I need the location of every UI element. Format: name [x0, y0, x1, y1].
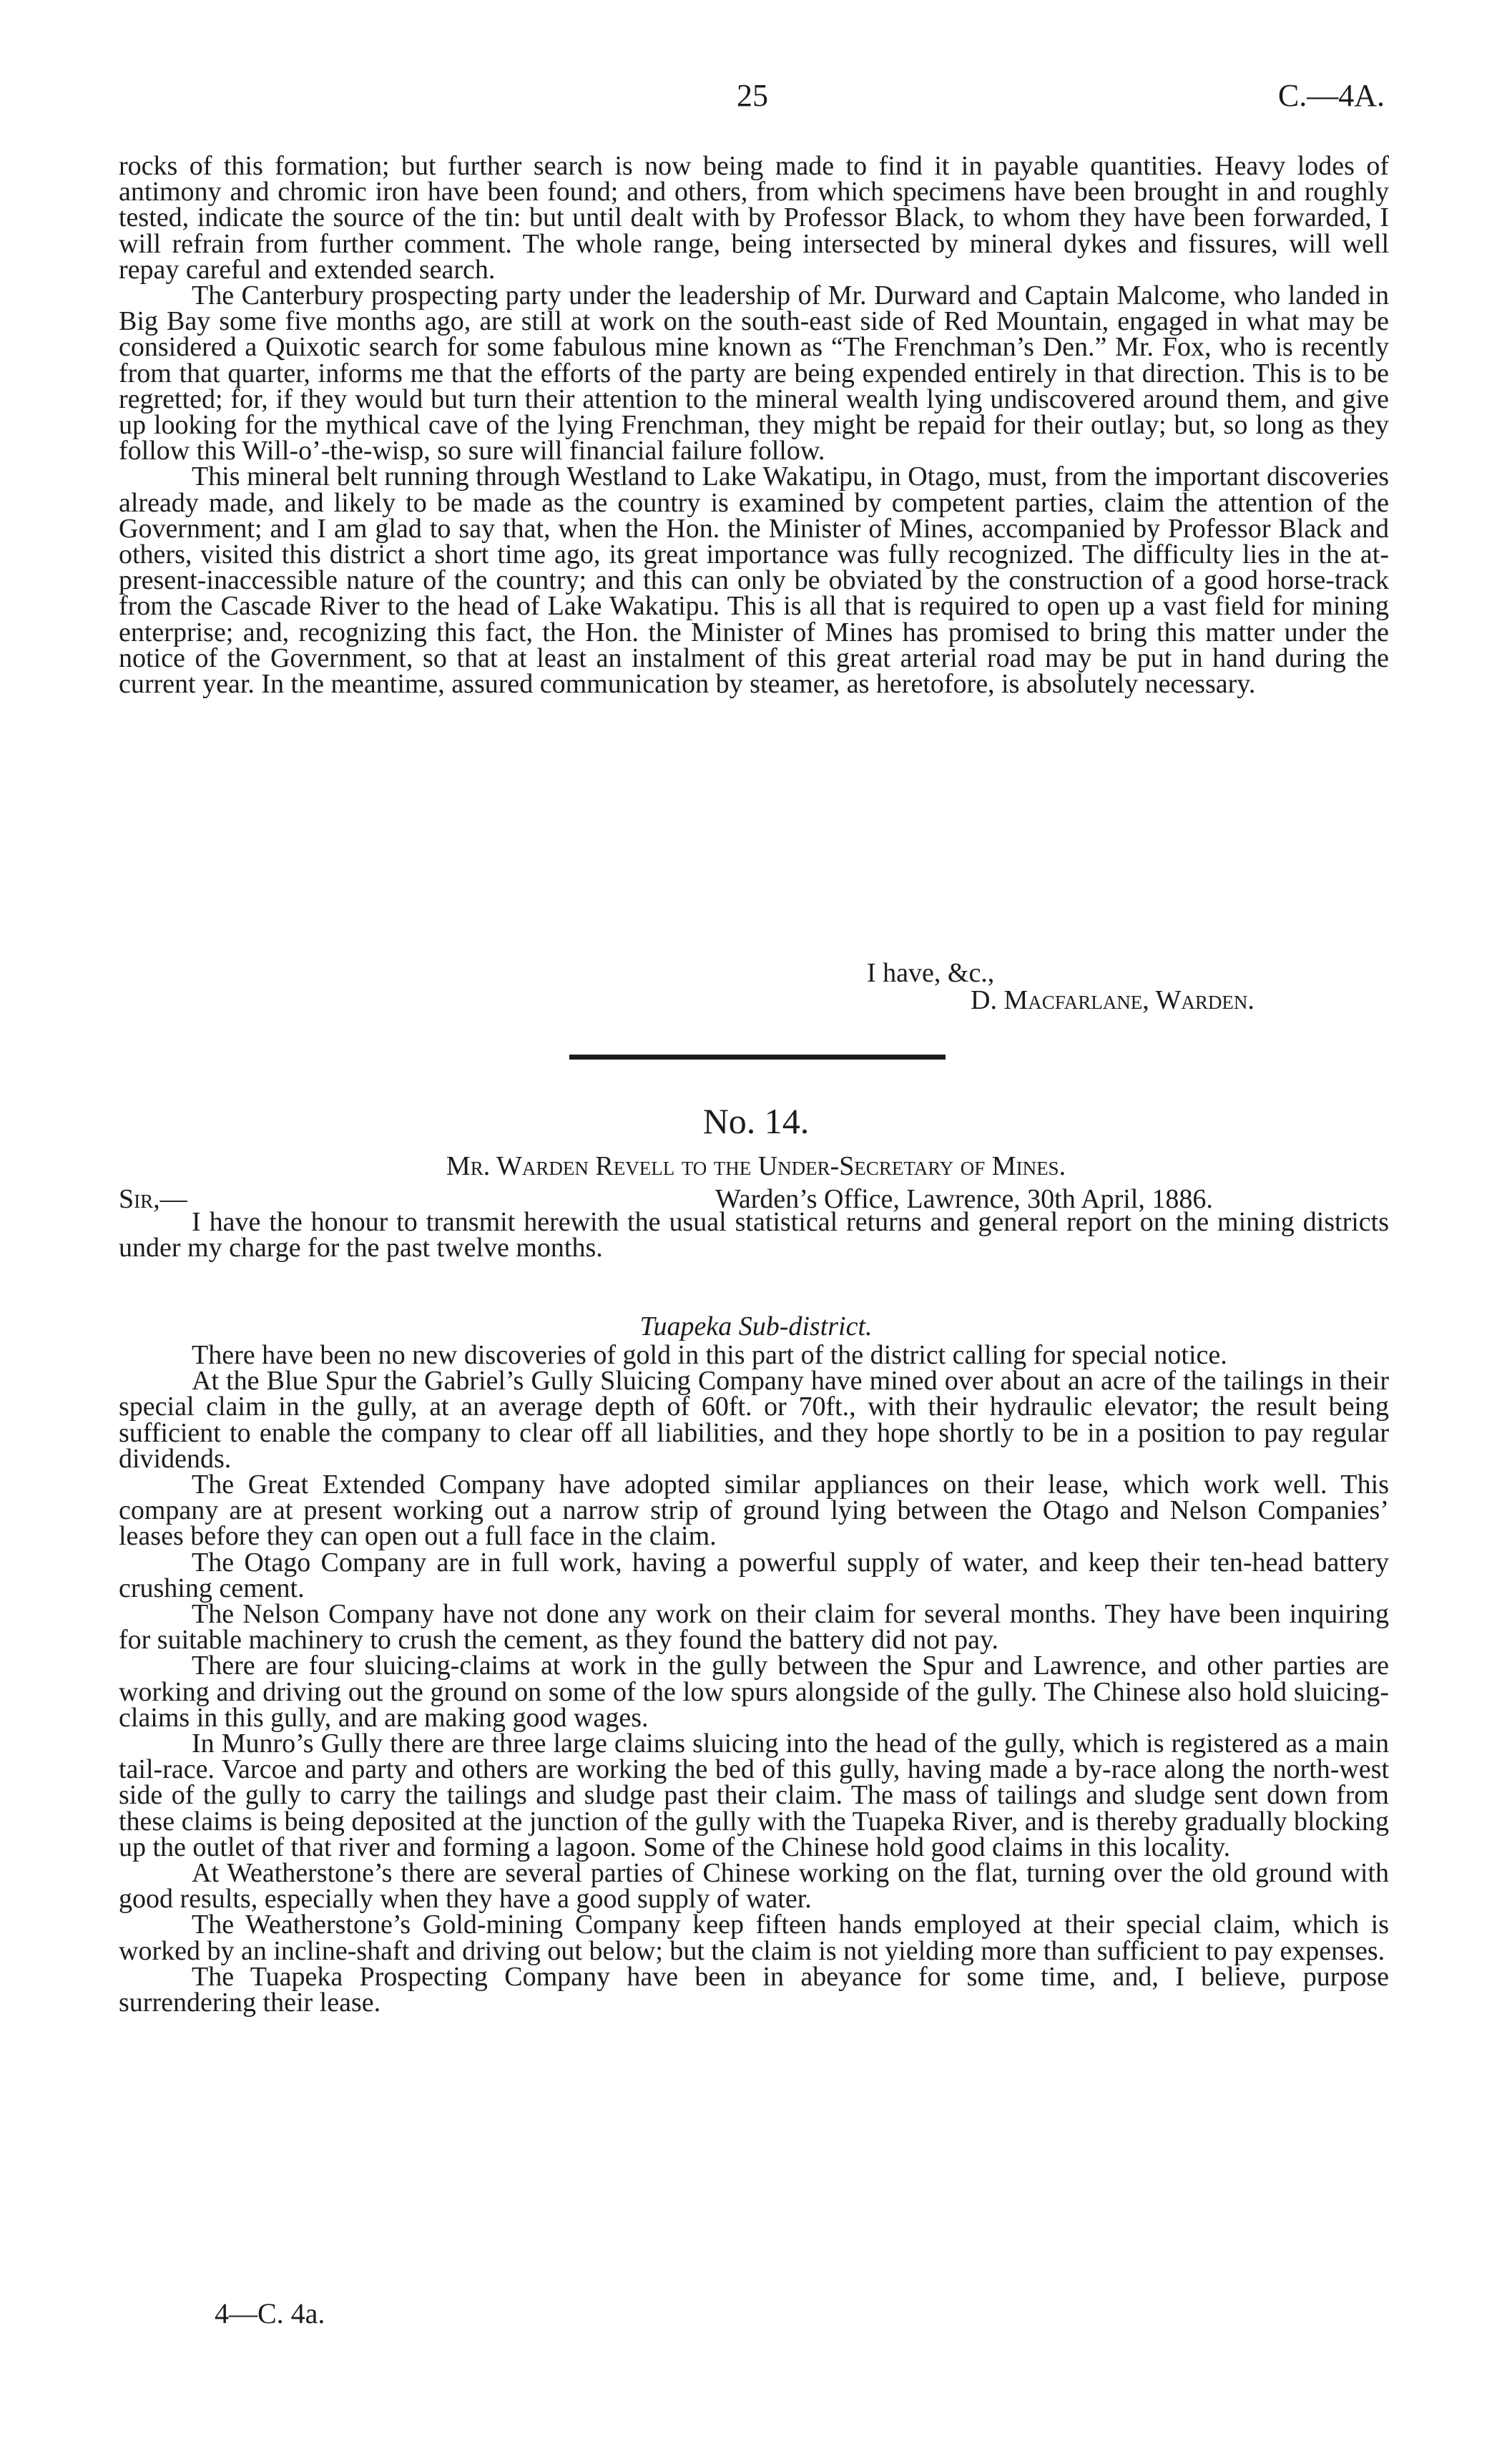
tuapeka-report-body: [119, 1340, 1389, 2018]
paragraph: I have the honour to transmit herewith the usual statistical returns and general report on the mining districts under my charge for the past twelve months.: [119, 1207, 1389, 1263]
paragraph: The Otago Company are in full work, having a powerful supply of water, and keep their ten-head battery crushing cement.: [119, 1547, 1389, 1603]
salutation: Sir,—: [119, 1184, 187, 1214]
letter-title: Mr. Warden Revell to the Under-Secretary of Mines.: [446, 1151, 1066, 1181]
paragraph: At Weatherstone’s there are several parties of Chinese working on the flat, turning over the old ground with good results, especially when they have a good supply of water.: [119, 1858, 1389, 1915]
paragraph: The Weatherstone’s Gold-mining Company keep fifteen hands employed at their special claim, which is worked by an incline-shaft and driving out below; but the claim is not yielding more than sufficient to pay expenses.: [119, 1910, 1389, 1966]
paragraph: rocks of this formation; but further search is now being made to find it in payable quantities. Heavy lodes of antimony and chromic iron have been found; and others, from which specimens have been brought in and roughly tested, indicate the source of the tin: but until dealt with by Professor Black, to whom they have been forwarded, I will refrain from further comment. The whole range, being intersected by mineral dykes and fissures, will well repay careful and extended search.: [119, 151, 1389, 285]
subheading: Tuapeka Sub-district.: [639, 1311, 873, 1341]
signature: D. Macfarlane, Warden.: [971, 985, 1255, 1015]
paragraph: The Canterbury prospecting party under the leadership of Mr. Durward and Captain Malcome, who landed in Big Bay some five months ago, are still at work on the south-east side of Red Mountain, engaged in what may be considered a Quixotic search for some fabulous mine known as “The Frenchman’s Den.” Mr. Fox, who is recently from that quarter, informs me that the efforts of the party are being expended entirely in that direction. This is to be regretted; for, if they would but turn their attention to the mineral wealth lying undiscovered around them, and give up looking for the mythical cave of the lying Frenchman, they might be repaid for their outlay; but, so long as they follow this Will-o’-the-wisp, so sure will financial failure follow.: [119, 280, 1389, 466]
paragraph: This mineral belt running through Westland to Lake Wakatipu, in Otago, must, from the important discoveries already made, and likely to be made as the country is examined by competent parties, claim the attention of the Government; and I am glad to say that, when the Hon. the Minister of Mines, accompanied by Professor Black and others, visited this district a short time ago, its great importance was fully recognized. The difficulty lies in the at-present-inaccessible nature of the country; and this can only be obviated by the construction of a good horse-track from the Cascade River to the head of Lake Wakatipu. This is all that is required to open up a vast field for mining enterprise; and, recognizing this fact, the Hon. the Minister of Mines has promised to bring this matter under the notice of the Government, so that at least an instalment of this great arterial road may be put in hand during the current year. In the meantime, assured communication by steamer, as heretofore, is absolutely necessary.: [119, 461, 1389, 700]
dateline: Warden’s Office, Lawrence, 30th April, 1886.: [715, 1184, 1213, 1214]
printer-signature-mark: 4—C. 4a.: [215, 2297, 325, 2330]
paragraph: There have been no new discoveries of gold in this part of the district calling for special notice.: [192, 1340, 1227, 1370]
page-header: [0, 77, 1512, 120]
page-number: 25: [737, 78, 768, 113]
paragraph: The Great Extended Company have adopted similar appliances on their lease, which work well. This company are at present working out a narrow strip of ground lying between the Otago and Nelson Companies’ leases before they can open out a full face in the claim.: [119, 1470, 1389, 1552]
document-reference: C.—4A.: [1277, 78, 1385, 113]
warden-report-continuation: [119, 151, 1389, 700]
paragraph: The Tuapeka Prospecting Company have been in abeyance for some time, and, I believe, purpose surrendering their lease.: [119, 1961, 1389, 2018]
section-divider: [569, 1055, 946, 1060]
letter-number: No. 14.: [702, 1101, 810, 1141]
letter-intro: [119, 1209, 1389, 1261]
paragraph: At the Blue Spur the Gabriel’s Gully Sluicing Company have mined over about an acre of the tailings in their special claim in the gully, at an average depth of 60ft. or 70ft., with their hydraulic elevator; the result being sufficient to enable the company to clear off all liabilities, and they hope shortly to be in a position to pay regular dividends.: [119, 1366, 1389, 1474]
paragraph: In Munro’s Gully there are three large claims sluicing into the head of the gully, which is registered as a main tail-race. Varcoe and party and others are working the bed of this gully, having made a by-race along the north-west side of the gully to carry the tailings and sludge past their claim. The mass of tailings and sludge sent down from these claims is being deposited at the junction of the gully with the Tuapeka River, and is thereby gradually blocking up the outlet of that river and forming a lagoon. Some of the Chinese hold good claims in this locality.: [119, 1729, 1389, 1862]
paragraph: The Nelson Company have not done any work on their claim for several months. They have been inquiring for suitable machinery to crush the cement, as they found the battery did not pay.: [119, 1599, 1389, 1656]
paragraph: There are four sluicing-claims at work in the gully between the Spur and Lawrence, and other parties are working and driving out the ground on some of the low spurs alongside of the gully. The Chinese also hold sluicing-claims in this gully, and are making good wages.: [119, 1651, 1389, 1733]
closing-line: I have, &c.,: [867, 958, 995, 988]
